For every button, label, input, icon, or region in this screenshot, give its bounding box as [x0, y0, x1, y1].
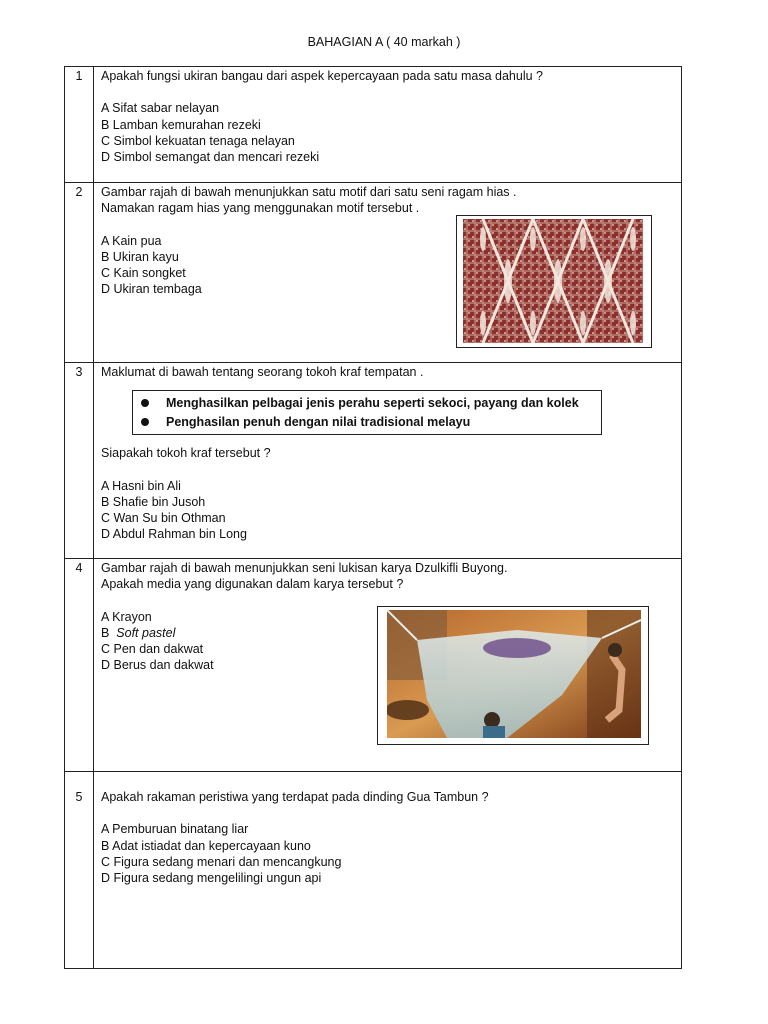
option-c: C Simbol kekuatan tenaga nelayan — [101, 133, 295, 148]
question-number: 4 — [65, 559, 94, 772]
info-item: Menghasilkan pelbagai jenis perahu seperti sekoci, payang dan kolek — [141, 394, 601, 413]
option-b: B Ukiran kayu — [101, 249, 179, 264]
question-number: 5 — [65, 772, 94, 969]
option-b: B Adat istiadat dan kepercayaan kuno — [101, 838, 311, 853]
question-number: 3 — [65, 363, 94, 559]
painting-image — [387, 610, 641, 738]
question-row-3 — [65, 363, 682, 559]
question-body — [94, 559, 682, 772]
painting-image-frame — [377, 606, 649, 745]
question-body — [94, 67, 682, 183]
question-text: Apakah rakaman peristiwa yang terdapat pada dinding Gua Tambun ? — [101, 790, 489, 804]
question-table — [64, 66, 682, 969]
option-a: A Kain pua — [101, 233, 162, 248]
question-number: 2 — [65, 183, 94, 363]
question-row-4 — [65, 559, 682, 772]
info-item: Penghasilan penuh dengan nilai tradisional melayu — [141, 413, 601, 432]
pua-cloth-image-frame — [456, 215, 652, 348]
option-a: A Krayon — [101, 609, 152, 624]
question-text: Maklumat di bawah tentang seorang tokoh kraf tempatan . — [101, 365, 424, 379]
option-c: C Kain songket — [101, 266, 186, 281]
question-body — [94, 363, 682, 559]
question-text: Gambar rajah di bawah menunjukkan satu motif dari satu seni ragam hias . — [101, 185, 517, 199]
option-a: A Sifat sabar nelayan — [101, 101, 220, 116]
info-box — [132, 390, 602, 435]
question-prompt: Siapakah tokoh kraf tersebut ? — [101, 446, 271, 461]
pua-cloth-image — [463, 219, 643, 343]
question-text: Gambar rajah di bawah menunjukkan seni lukisan karya Dzulkifli Buyong. — [101, 561, 508, 575]
question-text: Apakah media yang digunakan dalam karya tersebut ? — [101, 577, 404, 592]
option-b: B Lamban kemurahan rezeki — [101, 117, 261, 132]
section-title: BAHAGIAN A ( 40 markah ) — [307, 35, 461, 49]
question-text: Apakah fungsi ukiran bangau dari aspek kepercayaan pada satu masa dahulu ? — [101, 69, 543, 83]
question-row-2 — [65, 183, 682, 363]
bullet-icon — [141, 399, 149, 407]
option-c: C Pen dan dakwat — [101, 642, 204, 657]
question-row-5 — [65, 772, 682, 969]
option-c: C Figura sedang menari dan mencangkung — [101, 854, 342, 869]
question-text: Namakan ragam hias yang menggunakan motif tersebut . — [101, 201, 420, 216]
bullet-icon — [141, 418, 149, 426]
question-body — [94, 772, 682, 969]
option-b: B Shafie bin Jusoh — [101, 494, 206, 509]
option-d: D Abdul Rahman bin Long — [101, 527, 247, 542]
question-number: 1 — [65, 67, 94, 183]
option-c: C Wan Su bin Othman — [101, 511, 226, 526]
option-b: B Soft pastel — [101, 625, 176, 640]
option-a: A Pemburuan binatang liar — [101, 822, 249, 837]
option-d: D Ukiran tembaga — [101, 282, 202, 297]
option-d: D Simbol semangat dan mencari rezeki — [101, 150, 320, 165]
option-d: D Figura sedang mengelilingi ungun api — [101, 871, 322, 886]
option-a: A Hasni bin Ali — [101, 478, 181, 493]
question-body — [94, 183, 682, 363]
option-d: D Berus dan dakwat — [101, 658, 214, 673]
question-row-1 — [65, 67, 682, 183]
